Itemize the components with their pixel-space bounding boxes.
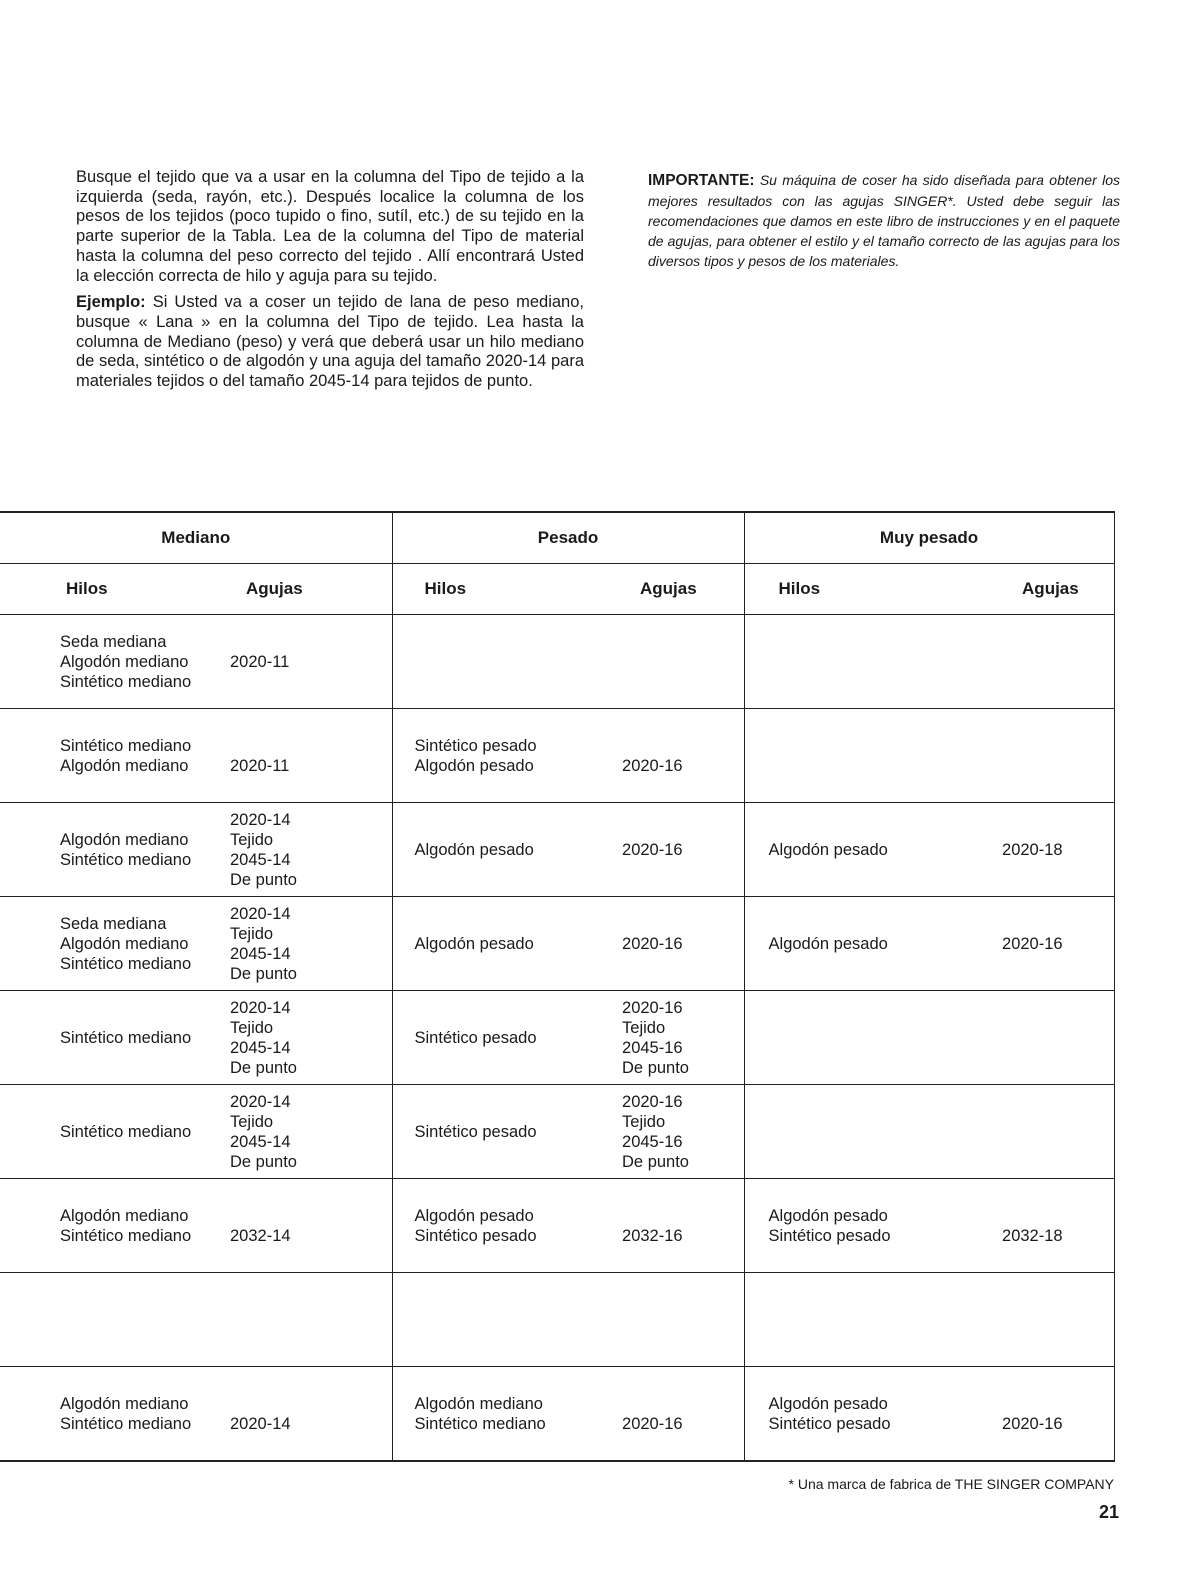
cell-line	[622, 1394, 744, 1414]
pesado-agujas-cell	[618, 1367, 744, 1462]
pesado-hilos-cell	[392, 615, 618, 709]
cell-line: Sintético pesado	[414, 736, 537, 755]
cell-line: 2032-16	[622, 1226, 683, 1245]
cell-line: Tejido	[230, 1112, 274, 1131]
cell-line: 2020-14	[230, 810, 291, 829]
cell-line: 2020-14	[230, 998, 291, 1017]
pesado-agujas-cell	[618, 1179, 744, 1273]
intro-paragraph: Busque el tejido que va a usar en la columna del Tipo de tejido a la izquierda (seda, rayón, etc.). Después localice la columna de los pesos de los tejidos (poco tupido o fino, sutíl, etc.) de su tejido en la parte superior de la Tabla. Lea de la columna del Tipo de material hasta la columna del peso correcto del tejido . Allí encontrará Usted la elección correcta de hilo y aguja para su tejido.	[76, 168, 584, 285]
cell-line: Algodón mediano	[60, 652, 189, 671]
table-row	[0, 991, 1114, 1085]
pesado-hilos-cell	[392, 897, 618, 991]
cell-line: 2045-16	[622, 1132, 683, 1151]
cell-line: Seda mediana	[60, 632, 167, 651]
muy-pesado-hilos-cell	[744, 615, 998, 709]
cell-line: 2045-14	[230, 1132, 291, 1151]
example-label: Ejemplo:	[76, 293, 146, 312]
pesado-hilos-cell	[392, 803, 618, 897]
header-hilos: Hilos	[0, 564, 226, 615]
pesado-hilos-cell	[392, 1367, 618, 1462]
cell-line: 2045-16	[622, 1038, 683, 1057]
muy-pesado-agujas-cell	[998, 709, 1114, 803]
cell-line	[230, 1206, 392, 1226]
cell-line: Sintético pesado	[414, 1226, 537, 1245]
pesado-hilos-cell	[392, 991, 618, 1085]
table-row	[0, 615, 1114, 709]
header-hilos: Hilos	[744, 564, 998, 615]
mediano-hilos-cell	[0, 991, 226, 1085]
cell-line	[622, 736, 744, 756]
muy-pesado-agujas-cell	[998, 1273, 1114, 1367]
pesado-agujas-cell	[618, 991, 744, 1085]
muy-pesado-hilos-cell	[744, 1273, 998, 1367]
muy-pesado-agujas-cell	[998, 615, 1114, 709]
header-hilos: Hilos	[392, 564, 618, 615]
cell-line: 2020-11	[230, 756, 290, 775]
muy-pesado-agujas-cell	[998, 1085, 1114, 1179]
mediano-hilos-cell	[0, 615, 226, 709]
cell-line	[230, 736, 392, 756]
cell-line: Algodón mediano	[60, 756, 189, 775]
mediano-hilos-cell	[0, 803, 226, 897]
header-muy-pesado: Muy pesado	[744, 512, 1114, 564]
mediano-agujas-cell	[226, 897, 392, 991]
cell-line: 2020-14	[230, 904, 291, 923]
header-pesado: Pesado	[392, 512, 744, 564]
muy-pesado-hilos-cell	[744, 991, 998, 1085]
intro-left-column	[76, 168, 584, 399]
mediano-hilos-cell	[0, 1085, 226, 1179]
table-row	[0, 1085, 1114, 1179]
cell-line: Sintético pesado	[414, 1028, 537, 1047]
cell-line: Algodón pesado	[414, 934, 534, 953]
trademark-footnote: * Una marca de fabrica de THE SINGER COMPANY	[788, 1476, 1114, 1492]
thread-needle-table	[0, 511, 1115, 1462]
weight-header-row	[0, 512, 1114, 564]
mediano-agujas-cell	[226, 615, 392, 709]
pesado-hilos-cell	[392, 709, 618, 803]
cell-line: Algodón pesado	[768, 840, 888, 859]
muy-pesado-hilos-cell	[744, 897, 998, 991]
cell-line: Sintético pesado	[768, 1414, 891, 1433]
column-header-row	[0, 564, 1114, 615]
cell-line: Algodón pesado	[768, 1394, 888, 1413]
cell-line: De punto	[622, 1152, 689, 1171]
table-row	[0, 1273, 1114, 1367]
cell-line	[1002, 1206, 1114, 1226]
mediano-agujas-cell	[226, 1273, 392, 1367]
cell-line: 2020-16	[622, 840, 683, 859]
cell-line: Tejido	[230, 1018, 274, 1037]
cell-line: Sintético mediano	[414, 1414, 546, 1433]
cell-line: 2020-18	[1002, 840, 1063, 859]
cell-line: Tejido	[230, 830, 274, 849]
muy-pesado-agujas-cell	[998, 991, 1114, 1085]
pesado-agujas-cell	[618, 803, 744, 897]
cell-line	[230, 1394, 392, 1414]
cell-line: Sintético mediano	[60, 850, 192, 869]
cell-line: 2020-16	[622, 1414, 683, 1433]
cell-line: Sintético mediano	[60, 1414, 192, 1433]
mediano-hilos-cell	[0, 1273, 226, 1367]
cell-line: De punto	[230, 1058, 297, 1077]
cell-line: Sintético mediano	[60, 672, 192, 691]
table-row	[0, 897, 1114, 991]
pesado-agujas-cell	[618, 1085, 744, 1179]
important-note	[648, 170, 1120, 271]
pesado-hilos-cell	[392, 1179, 618, 1273]
muy-pesado-hilos-cell	[744, 709, 998, 803]
mediano-agujas-cell	[226, 1367, 392, 1462]
cell-line	[622, 1206, 744, 1226]
mediano-agujas-cell	[226, 991, 392, 1085]
cell-line: Algodón mediano	[60, 1206, 189, 1225]
cell-line: De punto	[230, 1152, 297, 1171]
cell-line: Sintético mediano	[60, 1226, 192, 1245]
cell-line: Sintético pesado	[414, 1122, 537, 1141]
cell-line: Algodón pesado	[414, 840, 534, 859]
mediano-agujas-cell	[226, 1085, 392, 1179]
cell-line: 2020-11	[230, 652, 290, 671]
cell-line: 2020-16	[622, 934, 683, 953]
muy-pesado-hilos-cell	[744, 803, 998, 897]
pesado-agujas-cell	[618, 709, 744, 803]
pesado-hilos-cell	[392, 1273, 618, 1367]
muy-pesado-agujas-cell	[998, 1179, 1114, 1273]
cell-line: 2032-18	[1002, 1226, 1063, 1245]
example-text: Si Usted va a coser un tejido de lana de peso mediano, busque « Lana » en la columna del Tipo de tejido. Lea hasta la columna de Mediano (peso) y verá que deberá usar un hilo mediano de seda, sintético o de algodón y una aguja del tamaño 2020-14 para materiales tejidos o del tamaño 2045-14 para tejidos de punto.	[76, 293, 584, 391]
muy-pesado-hilos-cell	[744, 1367, 998, 1462]
cell-line: Sintético mediano	[60, 736, 192, 755]
muy-pesado-agujas-cell	[998, 897, 1114, 991]
cell-line: Algodón mediano	[60, 934, 189, 953]
mediano-hilos-cell	[0, 1367, 226, 1462]
cell-line: Algodón pesado	[414, 756, 534, 775]
important-label: IMPORTANTE:	[648, 172, 755, 189]
muy-pesado-agujas-cell	[998, 1367, 1114, 1462]
table-row	[0, 709, 1114, 803]
cell-line: Sintético mediano	[60, 1028, 192, 1047]
cell-line: De punto	[230, 870, 297, 889]
cell-line: 2020-16	[1002, 1414, 1063, 1433]
cell-line: Algodón mediano	[414, 1394, 543, 1413]
cell-line: 2020-16	[622, 756, 683, 775]
muy-pesado-agujas-cell	[998, 803, 1114, 897]
mediano-hilos-cell	[0, 897, 226, 991]
cell-line: Sintético mediano	[60, 1122, 192, 1141]
header-agujas: Agujas	[618, 564, 744, 615]
table-row	[0, 803, 1114, 897]
mediano-agujas-cell	[226, 1179, 392, 1273]
muy-pesado-hilos-cell	[744, 1179, 998, 1273]
cell-line: De punto	[622, 1058, 689, 1077]
page-number: 21	[1098, 1502, 1119, 1522]
header-agujas: Agujas	[226, 564, 392, 615]
mediano-hilos-cell	[0, 1179, 226, 1273]
cell-line: Sintético mediano	[60, 954, 192, 973]
cell-line: Seda mediana	[60, 914, 167, 933]
cell-line: De punto	[230, 964, 297, 983]
cell-line: 2020-14	[230, 1414, 291, 1433]
cell-line: 2032-14	[230, 1226, 291, 1245]
cell-line: 2020-16	[1002, 934, 1063, 953]
pesado-hilos-cell	[392, 1085, 618, 1179]
cell-line: 2020-16	[622, 1092, 683, 1111]
cell-line: Tejido	[622, 1018, 666, 1037]
pesado-agujas-cell	[618, 897, 744, 991]
cell-line: Algodón mediano	[60, 830, 189, 849]
muy-pesado-hilos-cell	[744, 1085, 998, 1179]
cell-line: 2020-14	[230, 1092, 291, 1111]
cell-line: 2045-14	[230, 1038, 291, 1057]
pesado-agujas-cell	[618, 615, 744, 709]
cell-line: 2045-14	[230, 850, 291, 869]
mediano-agujas-cell	[226, 803, 392, 897]
cell-line: Algodón pesado	[768, 1206, 888, 1225]
cell-line: Algodón pesado	[414, 1206, 534, 1225]
cell-line: 2020-16	[622, 998, 683, 1017]
cell-line: Tejido	[230, 924, 274, 943]
cell-line: Algodón mediano	[60, 1394, 189, 1413]
example-paragraph	[76, 293, 584, 392]
mediano-hilos-cell	[0, 709, 226, 803]
pesado-agujas-cell	[618, 1273, 744, 1367]
cell-line: 2045-14	[230, 944, 291, 963]
header-agujas: Agujas	[998, 564, 1114, 615]
cell-line: Algodón pesado	[768, 934, 888, 953]
important-text: Su máquina de coser ha sido diseñada para obtener los mejores resultados con las agujas SINGER*. Usted debe seguir las recomendaciones que damos en este libro de instrucciones y en el paquete de agujas, para obtener el estilo y el tamaño correcto de las agujas para los diversos tipos y pesos de los materiales.	[648, 172, 1120, 269]
header-mediano: Mediano	[0, 512, 392, 564]
cell-line	[1002, 1394, 1114, 1414]
cell-line: Sintético pesado	[768, 1226, 891, 1245]
cell-line: Tejido	[622, 1112, 666, 1131]
table-row	[0, 1179, 1114, 1273]
table-row	[0, 1367, 1114, 1462]
mediano-agujas-cell	[226, 709, 392, 803]
